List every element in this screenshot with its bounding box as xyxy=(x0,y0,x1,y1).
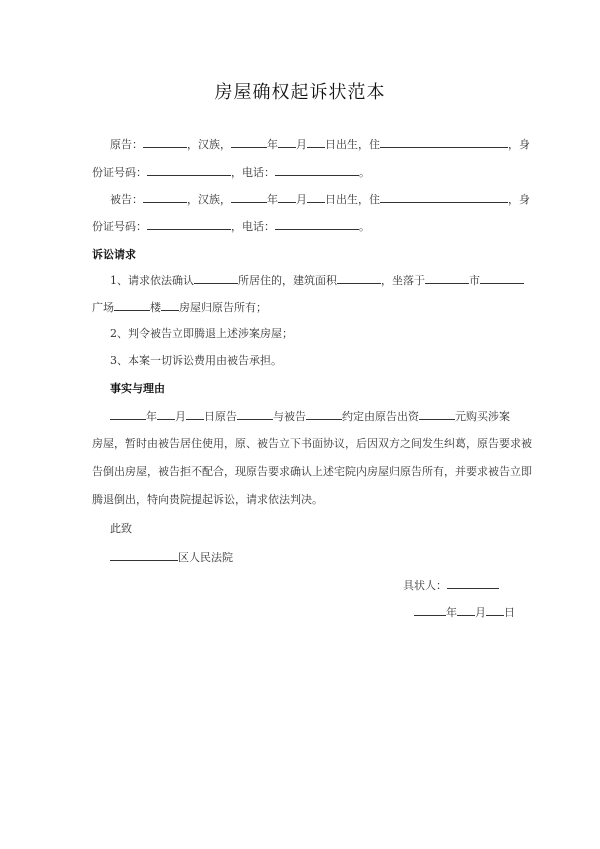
plaintiff-phone-label: ，电话： xyxy=(231,166,275,179)
facts-buy-text: 元购买涉案 xyxy=(455,410,510,423)
claims-heading: 诉讼请求 xyxy=(92,248,136,261)
plaintiff-month-text: 月 xyxy=(296,138,307,151)
signer-label: 具状人： xyxy=(403,579,447,592)
claim-1-text-c: ，坐落于 xyxy=(381,274,425,287)
claim-1-line-2 xyxy=(92,300,267,315)
facts-month-blank[interactable] xyxy=(157,409,175,420)
plaintiff-address-blank[interactable] xyxy=(380,137,508,148)
defendant-id-blank[interactable] xyxy=(147,219,231,230)
facts-line-1 xyxy=(110,409,510,424)
defendant-name-blank[interactable] xyxy=(143,192,187,203)
date-line xyxy=(414,605,515,620)
claim-1-party-blank[interactable] xyxy=(194,273,238,284)
facts-year-blank[interactable] xyxy=(110,409,146,420)
defendant-line-1 xyxy=(110,192,530,207)
plaintiff-end-text: 。 xyxy=(359,166,370,179)
date-year-text: 年 xyxy=(446,606,457,619)
plaintiff-birth-day-blank[interactable] xyxy=(307,137,325,148)
claim-3: 3、本案一切诉讼费用由被告承担。 xyxy=(110,354,282,367)
facts-heading: 事实与理由 xyxy=(110,382,165,395)
facts-day-text: 日原告 xyxy=(204,410,237,423)
plaintiff-birth-text: 日出生，住 xyxy=(325,138,380,151)
plaintiff-birth-year-blank[interactable] xyxy=(231,137,267,148)
facts-with-text: 与被告 xyxy=(273,410,306,423)
date-day-text: 日 xyxy=(504,606,515,619)
defendant-year-text: 年 xyxy=(267,193,278,206)
facts-line-4: 腾退倒出，特向贵院提起诉讼，请求依法判决。 xyxy=(92,493,323,506)
defendant-birth-day-blank[interactable] xyxy=(307,192,325,203)
plaintiff-id-blank[interactable] xyxy=(147,165,231,176)
defendant-address-blank[interactable] xyxy=(380,192,508,203)
defendant-line-2 xyxy=(92,219,370,234)
court-name-blank[interactable] xyxy=(110,550,178,561)
date-month-blank[interactable] xyxy=(457,605,475,616)
facts-amount-blank[interactable] xyxy=(419,409,455,420)
defendant-birth-month-blank[interactable] xyxy=(278,192,296,203)
defendant-phone-blank[interactable] xyxy=(275,219,359,230)
defendant-id-prefix-text: ，身 xyxy=(508,193,530,206)
facts-line-3: 告倒出房屋，被告拒不配合，现原告要求确认上述宅院内房屋归原告所有，并要求被告立即 xyxy=(92,465,532,478)
defendant-birth-year-blank[interactable] xyxy=(231,192,267,203)
plaintiff-line-1 xyxy=(110,137,530,152)
facts-agree-text: 约定由原告出资 xyxy=(342,410,419,423)
plaintiff-id-label: 份证号码： xyxy=(92,166,147,179)
defendant-ethnic-text: ，汉族， xyxy=(187,193,231,206)
plaintiff-phone-blank[interactable] xyxy=(275,165,359,176)
defendant-end-text: 。 xyxy=(359,220,370,233)
claim-2: 2、判令被告立即腾退上述涉案房屋； xyxy=(110,327,293,340)
facts-defendant-blank[interactable] xyxy=(306,409,342,420)
document-title: 房屋确权起诉状范本 xyxy=(214,82,386,103)
plaintiff-line-2 xyxy=(92,165,370,180)
claim-1-text-g: 房屋归原告所有； xyxy=(179,301,267,314)
claim-1-text-e: 广场 xyxy=(92,301,114,314)
salutation: 此致 xyxy=(110,522,132,535)
defendant-id-label: 份证号码： xyxy=(92,220,147,233)
court-line xyxy=(110,550,233,565)
plaintiff-name-blank[interactable] xyxy=(143,137,187,148)
defendant-month-text: 月 xyxy=(296,193,307,206)
signer-line xyxy=(403,578,499,593)
defendant-birth-text: 日出生，住 xyxy=(325,193,380,206)
signer-blank[interactable] xyxy=(447,578,499,589)
plaintiff-birth-month-blank[interactable] xyxy=(278,137,296,148)
date-year-blank[interactable] xyxy=(414,605,446,616)
defendant-label: 被告： xyxy=(110,193,143,206)
facts-plaintiff-blank[interactable] xyxy=(237,409,273,420)
plaintiff-ethnic-text: ，汉族， xyxy=(187,138,231,151)
claim-1-district-blank[interactable] xyxy=(480,273,524,284)
plaintiff-id-prefix-text: ，身 xyxy=(508,138,530,151)
claim-1-building-blank[interactable] xyxy=(114,300,150,311)
plaintiff-year-text: 年 xyxy=(267,138,278,151)
claim-1-line-1 xyxy=(110,273,524,288)
court-text: 区人民法院 xyxy=(178,551,233,564)
facts-year-text: 年 xyxy=(146,410,157,423)
claim-1-room-blank[interactable] xyxy=(161,300,179,311)
claim-1-text-b: 所居住的，建筑面积 xyxy=(238,274,337,287)
facts-month-text: 月 xyxy=(175,410,186,423)
date-month-text: 月 xyxy=(475,606,486,619)
facts-line-2: 房屋，暂时由被告居住使用，原、被告立下书面协议，后因双方之间发生纠葛，原告要求被 xyxy=(92,437,532,450)
facts-day-blank[interactable] xyxy=(186,409,204,420)
claim-1-text-f: 楼 xyxy=(150,301,161,314)
date-day-blank[interactable] xyxy=(486,605,504,616)
defendant-phone-label: ，电话： xyxy=(231,220,275,233)
claim-1-text-a: 1、请求依法确认 xyxy=(110,274,194,287)
claim-1-text-d: 市 xyxy=(469,274,480,287)
plaintiff-label: 原告： xyxy=(110,138,143,151)
claim-1-city-blank[interactable] xyxy=(425,273,469,284)
claim-1-area-blank[interactable] xyxy=(337,273,381,284)
